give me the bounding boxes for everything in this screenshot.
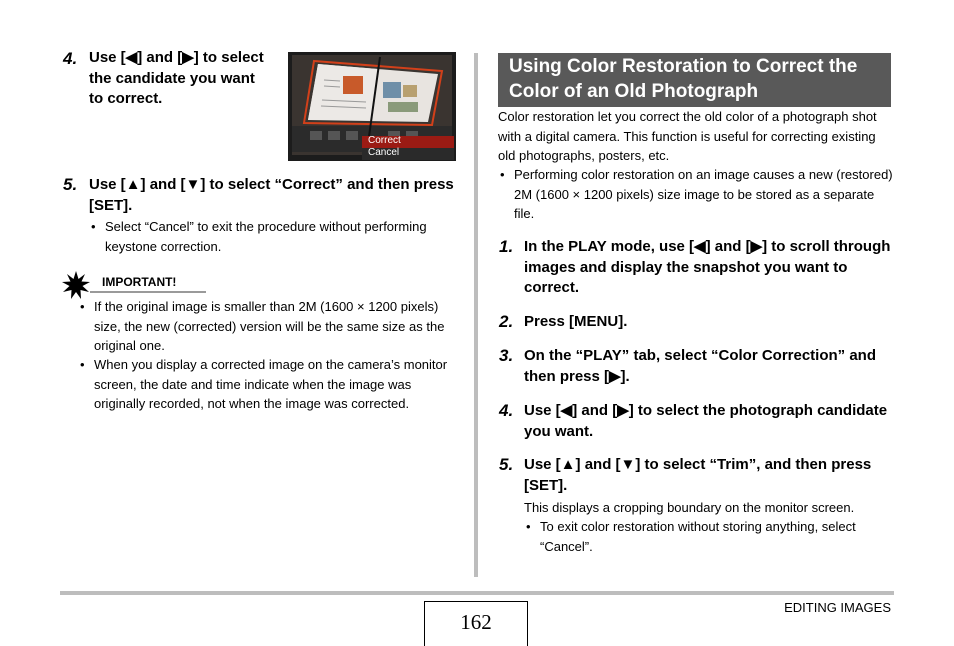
right-step-1-number: 1.: [499, 237, 514, 256]
footer-section-title: EDITING IMAGES: [784, 600, 891, 615]
important-underline: [90, 291, 206, 293]
right-step-4-number: 4.: [499, 401, 514, 420]
important-bullet-2: • When you display a corrected image on the camera’s monitor screen, the date and time indicate when the image was originally recorded, not when the image was corrected.: [80, 357, 448, 411]
step-5-text: Use [▲] and [▼] to select “Correct” and then press [SET].: [89, 176, 454, 214]
step-5-bullet: • Select “Cancel” to exit the procedure without performing keystone correction.: [91, 219, 427, 254]
page-number: 162: [424, 601, 528, 646]
column-divider: [474, 53, 478, 577]
intro-text: Color restoration let you correct the old color of a photograph shot with a digital camera. This function is useful for correcting existing old photographs, posters, etc.: [498, 109, 877, 163]
intro-bullet: • Performing color restoration on an image causes a new (restored) 2M (1600 × 1200 pixels) size image to be stored as a separate file.: [500, 167, 893, 221]
right-step-3-number: 3.: [499, 346, 514, 365]
right-step-5-bullet: • To exit color restoration without storing anything, select “Cancel”.: [526, 519, 856, 554]
right-step-2-text: Press [MENU].: [524, 313, 628, 330]
important-label: IMPORTANT!: [102, 275, 177, 289]
right-step-2-number: 2.: [499, 312, 514, 331]
right-step-5-note: This displays a cropping boundary on the monitor screen.: [524, 500, 855, 515]
right-step-4-text: Use [◀] and [▶] to select the photograph candidate you want.: [524, 402, 888, 440]
menu-option-cancel: Cancel: [368, 147, 400, 158]
menu-option-correct: Correct: [368, 135, 401, 146]
step-4-number: 4.: [63, 49, 78, 68]
right-step-5-text: Use [▲] and [▼] to select “Trim”, and then press [SET].: [524, 456, 872, 494]
camera-screen-image: [288, 52, 456, 161]
important-burst-icon: [62, 271, 90, 299]
step-4-text: Use [◀] and [▶] to select the candidate you want to correct.: [89, 49, 264, 107]
important-bullet-1: • If the original image is smaller than 2M (1600 × 1200 pixels) size, the new (corrected) version will be the same size as the original one.: [80, 299, 445, 353]
right-step-3-text: On the “PLAY” tab, select “Color Correction” and then press [▶].: [524, 347, 877, 385]
footer-rule: [60, 591, 894, 595]
right-step-1-text: In the PLAY mode, use [◀] and [▶] to scroll through images and display the snapshot you want to correct.: [524, 238, 891, 296]
section-heading: Using Color Restoration to Correct the Color of an Old Photograph: [498, 53, 891, 107]
step-5-number: 5.: [63, 175, 78, 194]
right-step-5-number: 5.: [499, 455, 514, 474]
